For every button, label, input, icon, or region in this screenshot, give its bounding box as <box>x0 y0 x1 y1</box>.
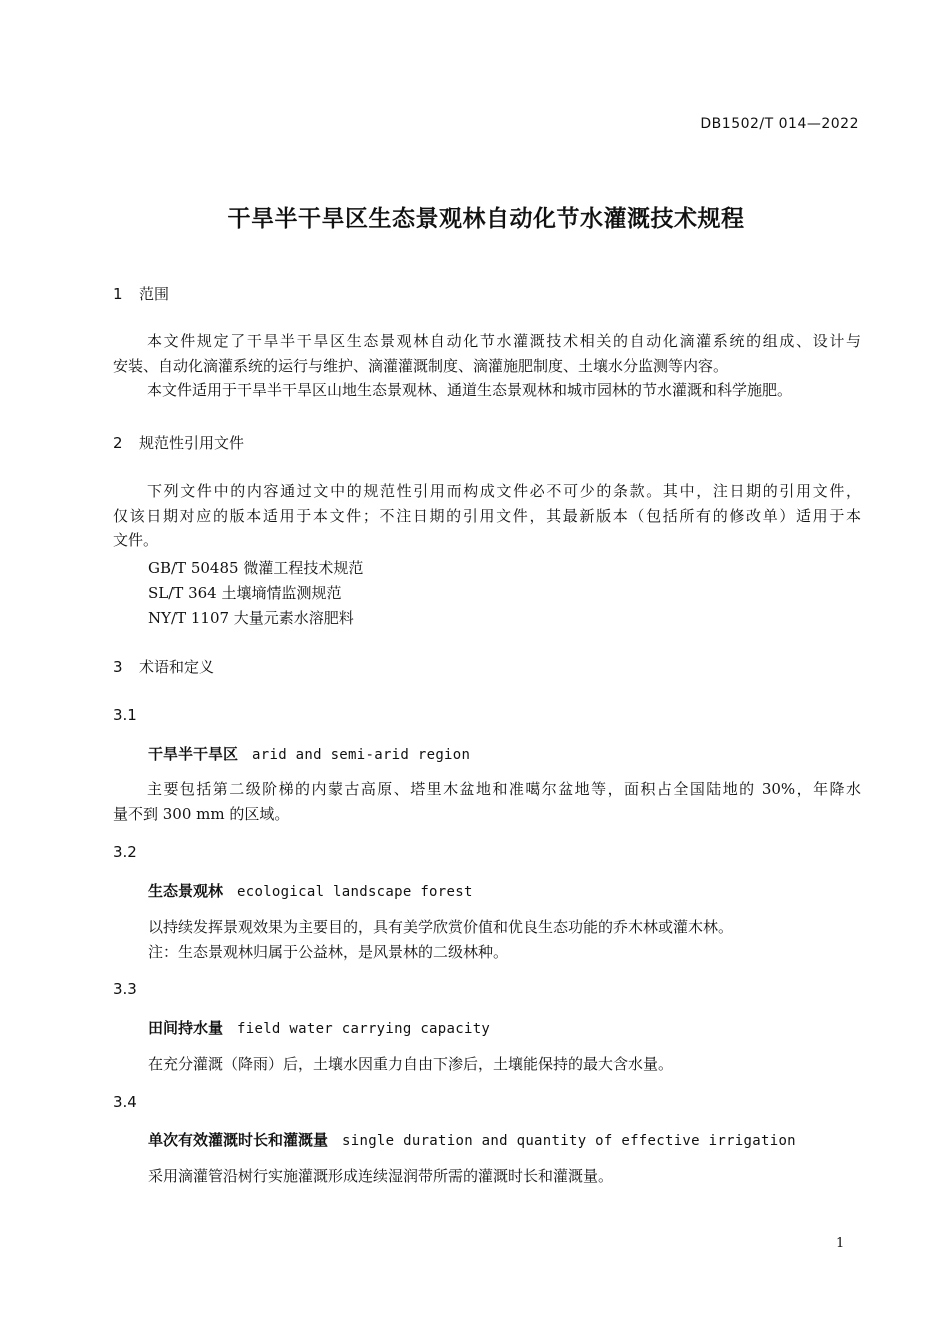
term-chinese: 干旱半干旱区 <box>148 745 239 763</box>
page-number: 1 <box>836 1236 845 1251</box>
term-number: 3.3 <box>113 980 137 998</box>
definition-line: 量不到 300 mm 的区域。 <box>113 804 290 823</box>
section-3-heading <box>113 656 214 677</box>
term-definition: 采用滴灌管沿树行实施灌溉形成连续湿润带所需的灌溉时长和灌溉量。 <box>148 1167 614 1185</box>
section-number: 1 <box>113 285 123 303</box>
term-number: 3.1 <box>113 706 137 724</box>
section-1-paragraph-1 <box>113 329 861 378</box>
reference-item: NY/T 1107 大量元素水溶肥料 <box>148 609 354 627</box>
paragraph-line: 本文件规定了干旱半干旱区生态景观林自动化节水灌溉技术相关的自动化滴灌系统的组成、设计与 <box>147 332 861 350</box>
section-number: 3 <box>113 658 123 676</box>
section-title: 规范性引用文件 <box>139 434 245 452</box>
term-english: arid and semi-arid region <box>252 747 471 763</box>
term-number: 3.2 <box>113 843 137 861</box>
section-title: 范围 <box>139 285 170 303</box>
paragraph-line: 安装、自动化滴灌系统的运行与维护、滴灌灌溉制度、滴灌施肥制度、土壤水分监测等内容。 <box>113 356 729 375</box>
term-entry <box>148 1017 490 1038</box>
reference-item: SL/T 364 土壤墒情监测规范 <box>148 584 342 602</box>
section-title: 术语和定义 <box>139 658 215 676</box>
term-english: single duration and quantity of effective irrigation <box>342 1133 796 1149</box>
section-1-paragraph-2: 本文件适用于干旱半干旱区山地生态景观林、通道生态景观林和城市园林的节水灌溉和科学施肥。 <box>147 381 793 399</box>
term-chinese: 田间持水量 <box>148 1019 224 1037</box>
paragraph-line: 仅该日期对应的版本适用于本文件；不注日期的引用文件，其最新版本（包括所有的修改单）适用于本 <box>113 506 861 525</box>
document-code: DB1502/T 014—2022 <box>700 116 859 132</box>
term-note: 注：生态景观林归属于公益林，是风景林的二级林种。 <box>148 943 509 961</box>
term-entry <box>148 880 473 901</box>
section-1-heading <box>113 283 169 304</box>
term-chinese: 单次有效灌溉时长和灌溉量 <box>148 1131 329 1149</box>
term-english: field water carrying capacity <box>237 1021 491 1037</box>
term-definition: 在充分灌溉（降雨）后，土壤水因重力自由下渗后，土壤能保持的最大含水量。 <box>148 1055 674 1073</box>
term-chinese: 生态景观林 <box>148 882 224 900</box>
term-definition <box>113 777 861 826</box>
definition-line: 主要包括第二级阶梯的内蒙古高原、塔里木盆地和准噶尔盆地等，面积占全国陆地的 30%，年降水 <box>147 780 861 798</box>
section-2-paragraph <box>113 479 861 553</box>
section-number: 2 <box>113 434 123 452</box>
reference-item: GB/T 50485 微灌工程技术规范 <box>148 559 364 577</box>
paragraph-line: 下列文件中的内容通过文中的规范性引用而构成文件必不可少的条款。其中，注日期的引用文件， <box>147 482 861 500</box>
document-title: 干旱半干旱区生态景观林自动化节水灌溉技术规程 <box>227 206 745 232</box>
term-entry <box>148 1129 796 1150</box>
section-2-heading <box>113 432 244 453</box>
paragraph-line: 文件。 <box>113 531 159 549</box>
term-definition: 以持续发挥景观效果为主要目的，具有美学欣赏价值和优良生态功能的乔木林或灌木林。 <box>148 918 734 936</box>
term-entry <box>148 743 470 764</box>
term-number: 3.4 <box>113 1093 137 1111</box>
term-english: ecological landscape forest <box>237 884 473 900</box>
